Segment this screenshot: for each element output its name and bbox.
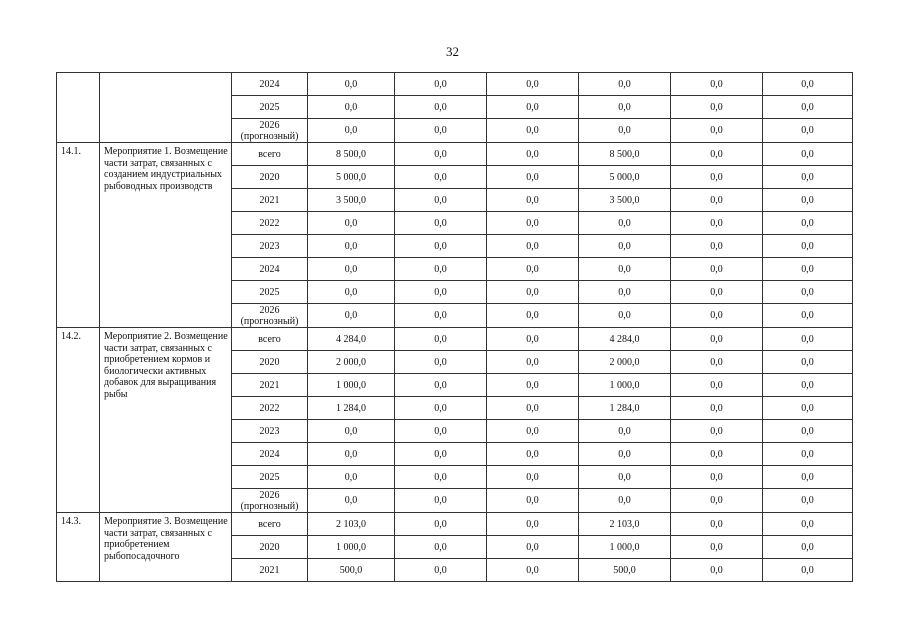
value-cell: 0,0	[308, 235, 395, 258]
value-cell: 5 000,0	[308, 166, 395, 189]
value-cell: 0,0	[763, 143, 853, 166]
value-cell: 0,0	[308, 489, 395, 513]
value-cell: 0,0	[763, 96, 853, 119]
value-cell: 0,0	[487, 489, 579, 513]
value-cell: 0,0	[487, 513, 579, 536]
value-cell: 0,0	[487, 304, 579, 328]
value-cell: 0,0	[671, 258, 763, 281]
value-cell: 0,0	[579, 443, 671, 466]
value-cell: 0,0	[763, 489, 853, 513]
value-cell: 8 500,0	[579, 143, 671, 166]
year-cell: 2026 (прогнозный)	[232, 489, 308, 513]
year-cell: 2022	[232, 397, 308, 420]
value-cell: 0,0	[579, 235, 671, 258]
value-cell: 0,0	[671, 328, 763, 351]
value-cell: 0,0	[308, 258, 395, 281]
value-cell: 0,0	[671, 374, 763, 397]
value-cell: 0,0	[487, 328, 579, 351]
value-cell: 0,0	[487, 536, 579, 559]
year-cell: 2024	[232, 73, 308, 96]
year-cell: 2020	[232, 536, 308, 559]
table-row	[57, 73, 853, 96]
value-cell: 0,0	[308, 96, 395, 119]
value-cell: 0,0	[579, 304, 671, 328]
value-cell: 2 103,0	[308, 513, 395, 536]
value-cell: 0,0	[671, 466, 763, 489]
value-cell: 0,0	[763, 397, 853, 420]
value-cell: 1 284,0	[308, 397, 395, 420]
year-cell: 2023	[232, 420, 308, 443]
year-cell: 2021	[232, 374, 308, 397]
value-cell: 0,0	[395, 143, 487, 166]
value-cell: 0,0	[308, 304, 395, 328]
year-cell: 2020	[232, 351, 308, 374]
value-cell: 0,0	[671, 513, 763, 536]
year-cell: 2022	[232, 212, 308, 235]
value-cell: 1 000,0	[308, 536, 395, 559]
year-cell: 2020	[232, 166, 308, 189]
value-cell: 0,0	[579, 73, 671, 96]
value-cell: 0,0	[579, 420, 671, 443]
value-cell: 0,0	[487, 96, 579, 119]
value-cell: 0,0	[763, 466, 853, 489]
year-cell: 2021	[232, 189, 308, 212]
value-cell: 0,0	[671, 351, 763, 374]
value-cell: 0,0	[671, 166, 763, 189]
value-cell: 0,0	[395, 559, 487, 582]
value-cell: 0,0	[395, 235, 487, 258]
value-cell: 1 284,0	[579, 397, 671, 420]
value-cell: 0,0	[395, 119, 487, 143]
value-cell: 0,0	[763, 374, 853, 397]
value-cell: 0,0	[395, 258, 487, 281]
value-cell: 0,0	[671, 420, 763, 443]
value-cell: 0,0	[763, 420, 853, 443]
value-cell: 0,0	[671, 536, 763, 559]
year-cell: 2026 (прогнозный)	[232, 304, 308, 328]
value-cell: 0,0	[763, 328, 853, 351]
value-cell: 0,0	[763, 351, 853, 374]
value-cell: 0,0	[763, 73, 853, 96]
year-cell: всего	[232, 328, 308, 351]
value-cell: 0,0	[487, 351, 579, 374]
value-cell: 500,0	[308, 559, 395, 582]
value-cell: 0,0	[487, 466, 579, 489]
year-cell: 2023	[232, 235, 308, 258]
year-cell: 2025	[232, 96, 308, 119]
value-cell: 0,0	[395, 420, 487, 443]
value-cell: 0,0	[308, 466, 395, 489]
value-cell: 5 000,0	[579, 166, 671, 189]
value-cell: 0,0	[671, 281, 763, 304]
item-name-cell: Мероприятие 1. Возмещение части затрат, связанных с созданием индустриальных рыбоводных производств	[100, 143, 232, 328]
item-number-cell: 14.3.	[57, 513, 100, 582]
value-cell: 4 284,0	[308, 328, 395, 351]
table-row	[57, 513, 853, 536]
value-cell: 0,0	[395, 189, 487, 212]
value-cell: 0,0	[763, 513, 853, 536]
year-cell: 2024	[232, 443, 308, 466]
value-cell: 0,0	[395, 351, 487, 374]
value-cell: 0,0	[487, 443, 579, 466]
value-cell: 0,0	[671, 143, 763, 166]
value-cell: 1 000,0	[579, 374, 671, 397]
value-cell: 0,0	[763, 258, 853, 281]
year-cell: всего	[232, 143, 308, 166]
value-cell: 0,0	[671, 304, 763, 328]
value-cell: 0,0	[763, 536, 853, 559]
value-cell: 0,0	[671, 235, 763, 258]
value-cell: 1 000,0	[308, 374, 395, 397]
value-cell: 2 103,0	[579, 513, 671, 536]
value-cell: 0,0	[487, 420, 579, 443]
value-cell: 0,0	[763, 281, 853, 304]
value-cell: 0,0	[671, 189, 763, 212]
value-cell: 0,0	[487, 143, 579, 166]
value-cell: 0,0	[395, 304, 487, 328]
item-name-cell: Мероприятие 2. Возмещение части затрат, связанных с приобретением кормов и биологически активных добавок для выращивания рыбы	[100, 328, 232, 513]
budget-table	[56, 72, 853, 582]
value-cell: 0,0	[763, 119, 853, 143]
value-cell: 0,0	[671, 489, 763, 513]
value-cell: 0,0	[487, 258, 579, 281]
value-cell: 1 000,0	[579, 536, 671, 559]
value-cell: 0,0	[395, 166, 487, 189]
value-cell: 0,0	[671, 559, 763, 582]
value-cell: 0,0	[579, 281, 671, 304]
value-cell: 0,0	[671, 119, 763, 143]
item-name-cell: Мероприятие 3. Возмещение части затрат, связанных с приобретением рыбопосадочного	[100, 513, 232, 582]
value-cell: 0,0	[395, 536, 487, 559]
year-cell: 2025	[232, 281, 308, 304]
value-cell: 0,0	[487, 189, 579, 212]
value-cell: 0,0	[308, 73, 395, 96]
value-cell: 0,0	[395, 374, 487, 397]
value-cell: 0,0	[395, 466, 487, 489]
item-name-cell	[100, 73, 232, 143]
value-cell: 0,0	[671, 96, 763, 119]
value-cell: 0,0	[763, 189, 853, 212]
value-cell: 0,0	[671, 73, 763, 96]
value-cell: 0,0	[763, 559, 853, 582]
value-cell: 0,0	[395, 96, 487, 119]
value-cell: 0,0	[763, 212, 853, 235]
value-cell: 0,0	[308, 212, 395, 235]
value-cell: 0,0	[308, 420, 395, 443]
value-cell: 0,0	[395, 73, 487, 96]
value-cell: 0,0	[487, 281, 579, 304]
page-number: 32	[446, 44, 459, 59]
value-cell: 0,0	[487, 166, 579, 189]
value-cell: 0,0	[763, 235, 853, 258]
value-cell: 0,0	[487, 397, 579, 420]
item-number-cell: 14.2.	[57, 328, 100, 513]
value-cell: 0,0	[395, 443, 487, 466]
value-cell: 0,0	[579, 466, 671, 489]
value-cell: 0,0	[763, 304, 853, 328]
value-cell: 8 500,0	[308, 143, 395, 166]
value-cell: 0,0	[395, 489, 487, 513]
value-cell: 2 000,0	[308, 351, 395, 374]
value-cell: 0,0	[487, 559, 579, 582]
value-cell: 2 000,0	[579, 351, 671, 374]
value-cell: 0,0	[671, 212, 763, 235]
value-cell: 0,0	[487, 235, 579, 258]
value-cell: 500,0	[579, 559, 671, 582]
value-cell: 0,0	[763, 443, 853, 466]
year-cell: 2024	[232, 258, 308, 281]
value-cell: 0,0	[395, 328, 487, 351]
table-body	[57, 73, 853, 582]
value-cell: 0,0	[579, 119, 671, 143]
value-cell: 0,0	[308, 281, 395, 304]
table-row	[57, 328, 853, 351]
value-cell: 0,0	[763, 166, 853, 189]
value-cell: 0,0	[395, 212, 487, 235]
year-cell: всего	[232, 513, 308, 536]
value-cell: 0,0	[487, 374, 579, 397]
value-cell: 0,0	[487, 73, 579, 96]
value-cell: 0,0	[395, 513, 487, 536]
year-cell: 2026 (прогнозный)	[232, 119, 308, 143]
value-cell: 0,0	[671, 443, 763, 466]
value-cell: 0,0	[308, 119, 395, 143]
value-cell: 0,0	[579, 212, 671, 235]
value-cell: 0,0	[579, 258, 671, 281]
value-cell: 0,0	[308, 443, 395, 466]
value-cell: 3 500,0	[308, 189, 395, 212]
value-cell: 0,0	[487, 212, 579, 235]
year-cell: 2021	[232, 559, 308, 582]
value-cell: 0,0	[579, 96, 671, 119]
value-cell: 3 500,0	[579, 189, 671, 212]
value-cell: 0,0	[395, 397, 487, 420]
year-cell: 2025	[232, 466, 308, 489]
table-row	[57, 143, 853, 166]
value-cell: 4 284,0	[579, 328, 671, 351]
value-cell: 0,0	[487, 119, 579, 143]
item-number-cell	[57, 73, 100, 143]
item-number-cell: 14.1.	[57, 143, 100, 328]
value-cell: 0,0	[671, 397, 763, 420]
value-cell: 0,0	[579, 489, 671, 513]
value-cell: 0,0	[395, 281, 487, 304]
